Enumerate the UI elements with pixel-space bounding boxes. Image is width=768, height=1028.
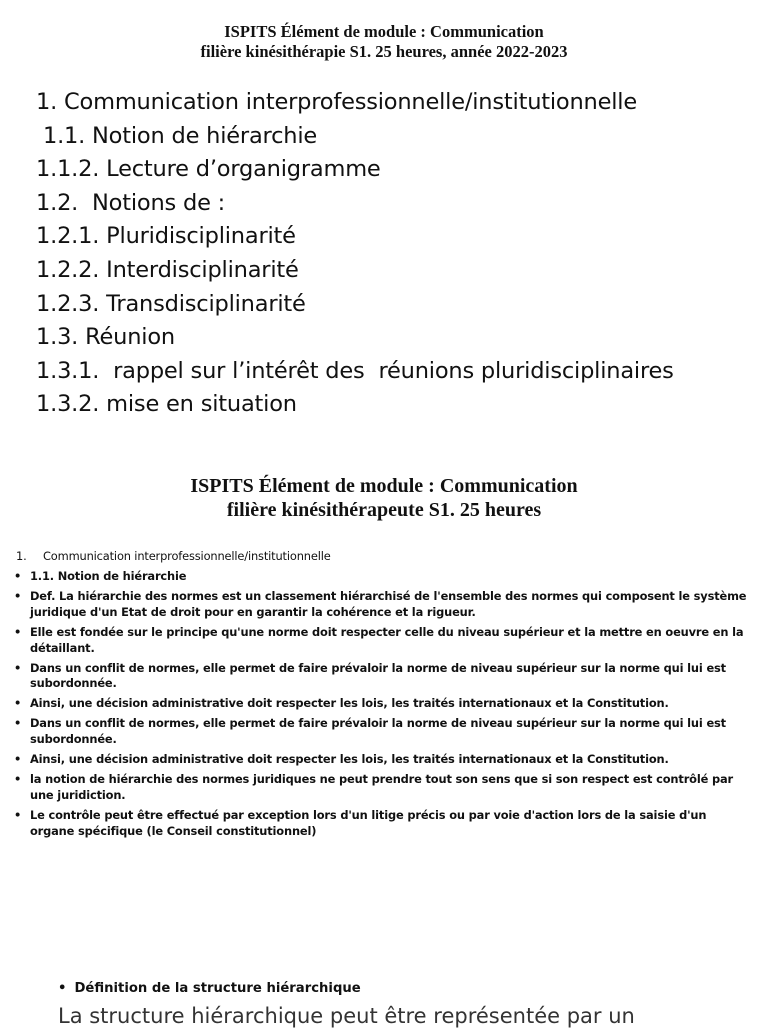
bullet-icon: • [14, 752, 22, 767]
outline-item: 1.2.2. Interdisciplinarité [36, 256, 299, 283]
bullet-icon: • [58, 981, 67, 996]
list-item [14, 625, 754, 657]
slide1-title-line1: ISPITS Élément de module : Communication [224, 22, 544, 41]
bullet-icon: • [14, 716, 22, 731]
list-item [14, 716, 754, 748]
outline-item: 1.3.1. rappel sur l’intérêt des réunions pluridisciplinaires [36, 357, 674, 384]
list-item [14, 772, 754, 804]
outline-item: 1.2.3. Transdisciplinarité [36, 290, 306, 317]
definition-heading-text: Définition de la structure hiérarchique [74, 981, 361, 996]
hierarchy-notes-list [14, 549, 754, 844]
slide2-title [0, 474, 768, 522]
course-outline [36, 86, 674, 422]
list-item-text: Def. La hiérarchie des normes est un classement hiérarchisé de l'ensemble des normes qui composent le système juridique d'un Etat de droit pour en garantir la cohérence et la rigueur. [30, 588, 747, 619]
list-item [14, 696, 754, 712]
list-item [14, 661, 754, 693]
outline-item: 1.3.2. mise en situation [36, 391, 297, 418]
bullet-icon: • [14, 772, 22, 787]
list-item [14, 589, 754, 621]
list-item-text: Elle est fondée sur le principe qu'une norme doit respecter celle du niveau supérieur et la mettre en oeuvre en la détaillant. [30, 624, 744, 655]
list-item [14, 808, 754, 840]
list-item-text: Dans un conflit de normes, elle permet de faire prévaloir la norme de niveau supérieur sur la norme qui lui est subordonnée. [30, 716, 726, 747]
list-item-text: Communication interprofessionnelle/institutionnelle [43, 549, 331, 563]
bullet-icon: • [14, 568, 22, 583]
bullet-icon: • [14, 624, 22, 639]
outline-item: 1.2. Notions de : [36, 189, 226, 216]
cut-off-body-text: La structure hiérarchique peut être représentée par un [58, 1004, 635, 1028]
list-item-text: Ainsi, une décision administrative doit respecter les lois, les traités internationaux et la Constitution. [30, 696, 669, 711]
outline-item: 1. Communication interprofessionnelle/institutionnelle [36, 89, 637, 115]
list-item-text: Ainsi, une décision administrative doit respecter les lois, les traités internationaux et la Constitution. [30, 752, 669, 767]
outline-item: 1.1.2. Lecture d’organigramme [36, 156, 381, 183]
bullet-icon: • [14, 588, 22, 603]
slide2-title-line2: filière kinésithérapeute S1. 25 heures [226, 499, 542, 521]
list-item-text: 1.1. Notion de hiérarchie [30, 568, 187, 583]
outline-item: 1.1. Notion de hiérarchie [36, 122, 318, 149]
slide1-title [0, 22, 768, 62]
list-item-text: Le contrôle peut être effectué par exception lors d'un litige précis ou par voie d'action lors de la saisie d'un organe spécifique (le Conseil constitutionnel) [30, 807, 707, 838]
outline-item: 1.3. Réunion [36, 324, 175, 351]
slide1-title-line2: filière kinésithérapie S1. 25 heures, année 2022-2023 [200, 42, 568, 61]
list-item [14, 752, 754, 768]
list-item-text: la notion de hiérarchie des normes juridiques ne peut prendre tout son sens que si son respect est contrôlé par une juridiction. [30, 772, 733, 802]
definition-heading [58, 981, 361, 996]
slide2-title-line1: ISPITS Élément de module : Communication [190, 475, 578, 497]
bullet-icon: • [14, 807, 22, 822]
list-item-text: Dans un conflit de normes, elle permet de faire prévaloir la norme de niveau supérieur sur la norme qui lui est subordonnée. [30, 660, 726, 691]
list-item [14, 569, 754, 585]
bullet-icon: • [14, 660, 22, 675]
bullet-icon: • [14, 696, 22, 711]
list-number: 1. [16, 549, 27, 563]
list-item [14, 549, 754, 565]
outline-item: 1.2.1. Pluridisciplinarité [36, 223, 296, 250]
